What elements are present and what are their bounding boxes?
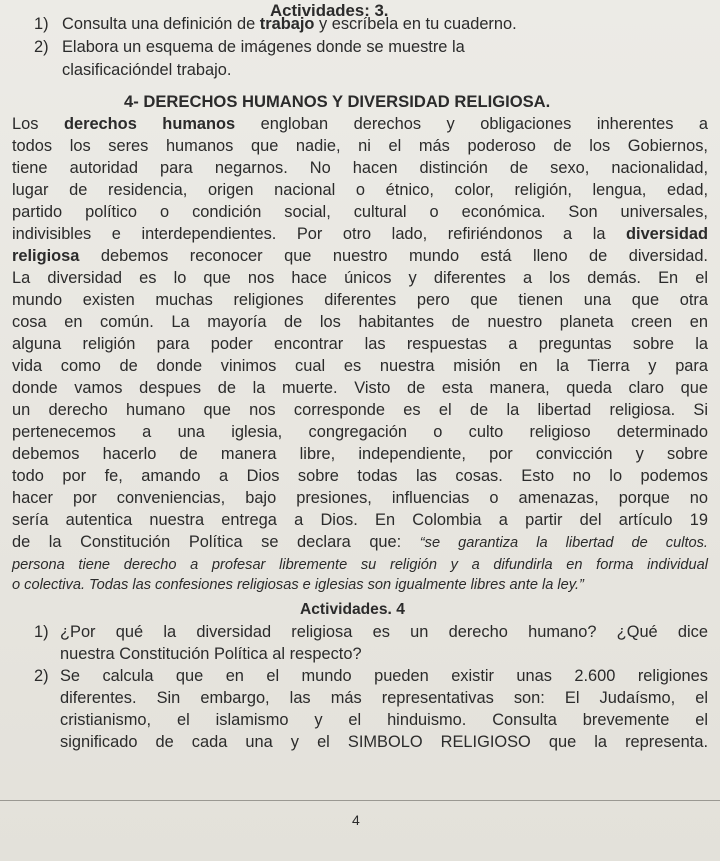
body-line-8: La diversidad es lo que nos hace únicos y diferentes a los demás. En el [12,269,708,287]
body-line-20: de la Constitución Política se declara que: “se garantiza la libertad de cultos. [12,533,708,551]
body-line-1: Los derechos humanos engloban derechos y obligaciones inherentes a [12,115,709,133]
act4-q2-number: 2) [34,667,49,685]
act4-q2-line2: diferentes. Sin embargo, las más representativas son: El Judaísmo, el [60,689,708,707]
act3-item2-line2: clasificacióndel trabajo. [62,61,232,79]
act3-item2-number: 2) [34,38,49,56]
body-line-11: alguna religión para poder encontrar las respuestas a preguntas sobre la [12,335,708,353]
act4-q1-line2: nuestra Constitución Política al respecto? [60,645,362,663]
body-line-17: todo por fe, amando a Dios sobre todas las cosas. Esto no lo podemos [12,467,708,485]
body-line-5: partido político o condición social, cultural o económica. Son universales, [12,203,708,221]
body-line-10: cosa en común. La mayoría de los habitantes de nuestro planeta creen en [12,313,708,331]
body-line-7: religiosa debemos reconocer que nuestro mundo está lleno de diversidad. [12,247,708,265]
body-line-4: lugar de residencia, origen nacional o étnico, color, religión, lengua, edad, [12,181,708,199]
act3-item1-number: 1) [34,15,49,33]
act4-q2-line3: cristianismo, el islamismo y el hinduismo. Consulta brevemente el [60,711,708,729]
activities-3-title: Actividades: 3. [270,1,389,20]
act4-q1-line1: ¿Por qué la diversidad religiosa es un derecho humano? ¿Qué dice [60,623,708,641]
body-line-15: pertenecemos a una iglesia, congregación o culto religioso determinado [12,423,708,441]
body-line-21-quote: persona tiene derecho a profesar libremente su religión y a difundirla en forma individual [12,557,708,573]
body-line-22-quote: o colectiva. Todas las confesiones religiosas e iglesias son igualmente libres ante la ley.” [12,577,584,593]
act3-item1-text: Consulta una definición de trabajo y escríbela en tu cuaderno. [62,15,517,33]
body-line-3: tiene autoridad para negarnos. No hacen distinción de sexo, nacionalidad, [12,159,708,177]
body-line-6: indivisibles e interdependientes. Por otro lado, refiriéndonos a la diversidad [12,225,708,243]
body-line-9: mundo existen muchas religiones diferentes pero que tienen una que otra [12,291,708,309]
body-line-14: un derecho humano que nos corresponde es el de la libertad religiosa. Si [12,401,708,419]
act4-q2-line4: significado de cada una y el SIMBOLO RELIGIOSO que la representa. [60,733,708,751]
body-line-18: hacer por conveniencias, bajo presiones, influencias o amenazas, porque no [12,489,708,507]
section-heading: 4- DERECHOS HUMANOS Y DIVERSIDAD RELIGIOSA. [124,92,551,111]
body-line-12: vida como de donde vinimos cual es nuestra misión en la Tierra y para [12,357,708,375]
act4-q1-number: 1) [34,623,49,641]
body-line-2: todos los seres humanos que nadie, ni el más poderoso de los Gobiernos, [12,137,708,155]
body-line-19: sería autentica nuestra entrega a Dios. En Colombia a partir del artículo 19 [12,511,708,529]
page-divider [0,800,720,801]
activities-4-title: Actividades. 4 [300,601,405,618]
body-line-16: debemos hacerlo de manera libre, independiente, por convicción y sobre [12,445,708,463]
act3-item2-line1: Elabora un esquema de imágenes donde se muestre la [62,38,465,56]
page-number: 4 [352,812,360,828]
act4-q2-line1: Se calcula que en el mundo pueden existir unas 2.600 religiones [60,667,708,685]
body-line-13: donde vamos despues de la muerte. Visto de esta manera, queda claro que [12,379,708,397]
